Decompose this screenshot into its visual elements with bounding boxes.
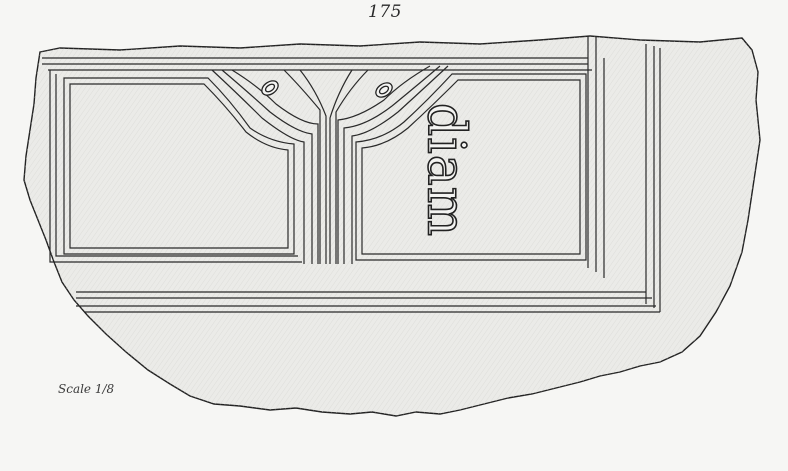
page-number: 175	[368, 2, 402, 22]
inscription-group	[416, 103, 476, 237]
scale-label: Scale 1/8	[58, 382, 115, 396]
inscription-text: diam	[415, 102, 476, 238]
